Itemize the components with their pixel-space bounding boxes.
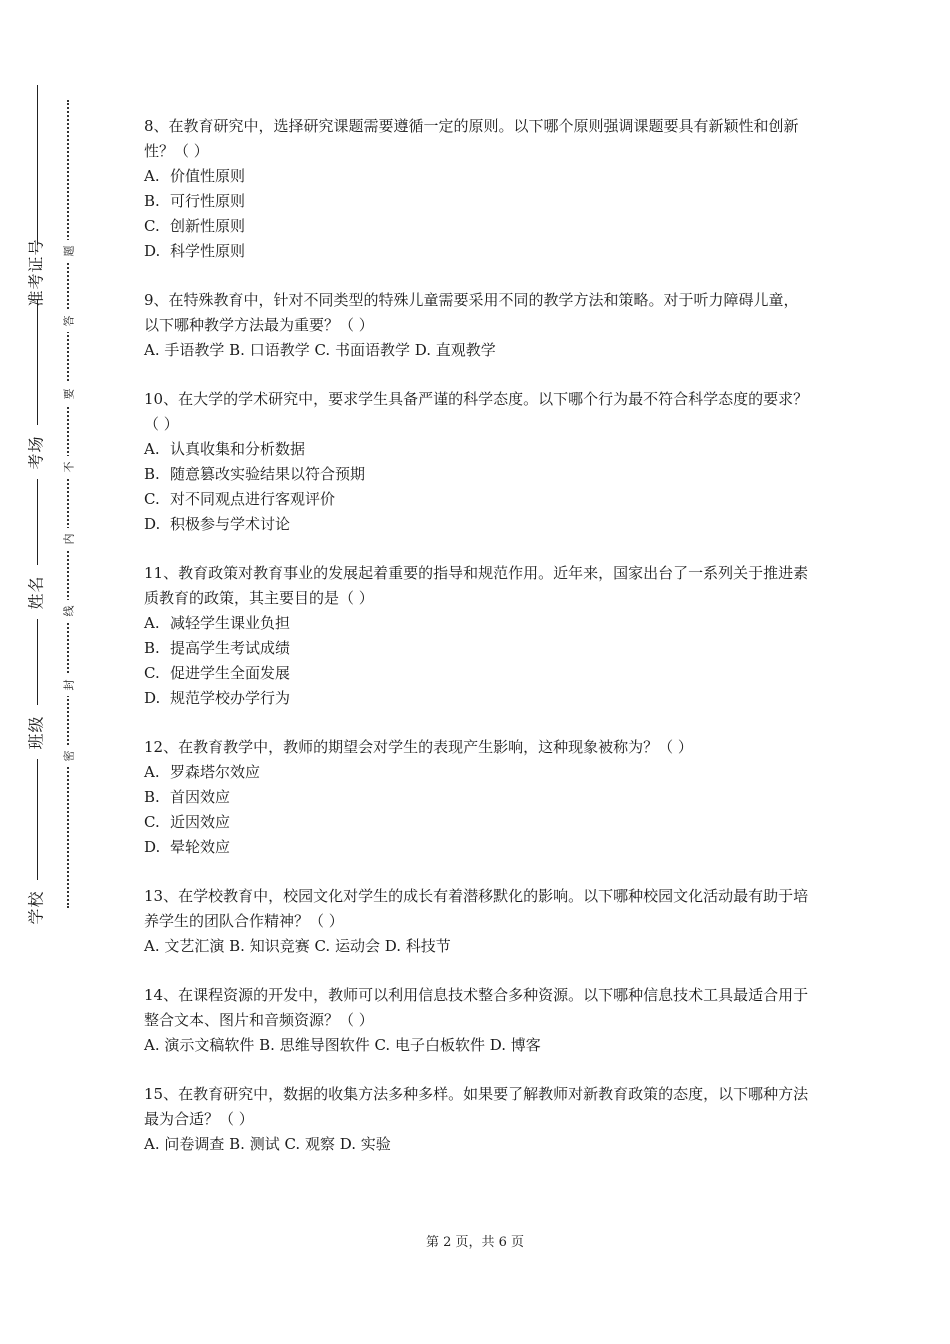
question-text: 10、在大学的学术研究中，要求学生具备严谨的科学态度。以下哪个行为最不符合科学态度的要求？（ ） [144,390,809,433]
class-label: 班级 [18,705,52,759]
binding-line [37,85,38,930]
page-number: 第 2 页，共 6 页 [425,1235,525,1250]
name-label: 姓名 [18,565,52,619]
option-b: B. 提高学生考试成绩 [144,639,291,657]
option-d: D. 科学性原则 [144,242,246,260]
option-b: B. 可行性原则 [144,192,246,210]
school-label: 学校 [18,880,52,934]
question-text: 15、在教育研究中，数据的收集方法多种多样。如果要了解教师对新教育政策的态度，以下哪种方法最为合适？（ ） [144,1085,809,1128]
seal-char: 题 [58,240,78,262]
seal-line-strip [58,100,78,908]
question-12 [144,735,810,860]
option-c: C. 创新性原则 [144,217,246,235]
option-a: A. 罗森塔尔效应 [144,763,261,781]
question-text: 12、在教育教学中，教师的期望会对学生的表现产生影响，这种现象被称为？（ ） [144,738,693,756]
seal-char: 封 [58,674,78,696]
seal-char: 不 [58,456,78,478]
question-text: 9、在特殊教育中，针对不同类型的特殊儿童需要采用不同的教学方法和策略。对于听力障碍儿童，以下哪种教学方法最为重要？（ ） [144,291,799,334]
question-10 [144,387,810,537]
question-11 [144,561,810,711]
seal-char: 要 [58,383,78,405]
question-9 [144,288,810,363]
question-text: 14、在课程资源的开发中，教师可以利用信息技术整合多种资源。以下哪种信息技术工具最适合用于整合文本、图片和音频资源？（ ） [144,986,809,1029]
option-d: D. 规范学校办学行为 [144,689,291,707]
question-text: 8、在教育研究中，选择研究课题需要遵循一定的原则。以下哪个原则强调课题要具有新颖性和创新性？（ ） [144,117,799,160]
inline-options: A. 文艺汇演 B. 知识竞赛 C. 运动会 D. 科技节 [144,937,451,955]
seal-char: 答 [58,310,78,332]
option-a: A. 减轻学生课业负担 [144,614,291,632]
option-b: B. 首因效应 [144,788,231,806]
dotted-seal-line [67,100,69,908]
inline-options: A. 问卷调查 B. 测试 C. 观察 D. 实验 [144,1135,391,1153]
option-d: D. 积极参与学术讨论 [144,515,291,533]
question-text: 11、教育政策对教育事业的发展起着重要的指导和规范作用。近年来，国家出台了一系列关于推进素质教育的政策，其主要目的是（ ） [144,564,809,607]
option-a: A. 价值性原则 [144,167,246,185]
option-c: C. 近因效应 [144,813,231,831]
exam-room-label: 考场 [18,425,52,479]
option-d: D. 晕轮效应 [144,838,231,856]
seal-char: 密 [58,745,78,767]
question-8 [144,114,810,264]
question-list [144,114,810,1181]
inline-options: A. 演示文稿软件 B. 思维导图软件 C. 电子白板软件 D. 博客 [144,1036,541,1054]
seal-char: 内 [58,528,78,550]
option-c: C. 对不同观点进行客观评价 [144,490,336,508]
option-a: A. 认真收集和分析数据 [144,440,306,458]
question-13 [144,884,810,959]
inline-options: A. 手语教学 B. 口语教学 C. 书面语教学 D. 直观教学 [144,341,496,359]
binding-info-strip [18,85,52,930]
seal-char: 线 [58,600,78,622]
option-b: B. 随意篡改实验结果以符合预期 [144,465,366,483]
question-text: 13、在学校教育中，校园文化对学生的成长有着潜移默化的影响。以下哪种校园文化活动最有助于培养学生的团队合作精神？（ ） [144,887,809,930]
question-14 [144,983,810,1058]
option-c: C. 促进学生全面发展 [144,664,291,682]
exam-number-label: 准考证号 [18,245,52,299]
question-15 [144,1082,810,1157]
